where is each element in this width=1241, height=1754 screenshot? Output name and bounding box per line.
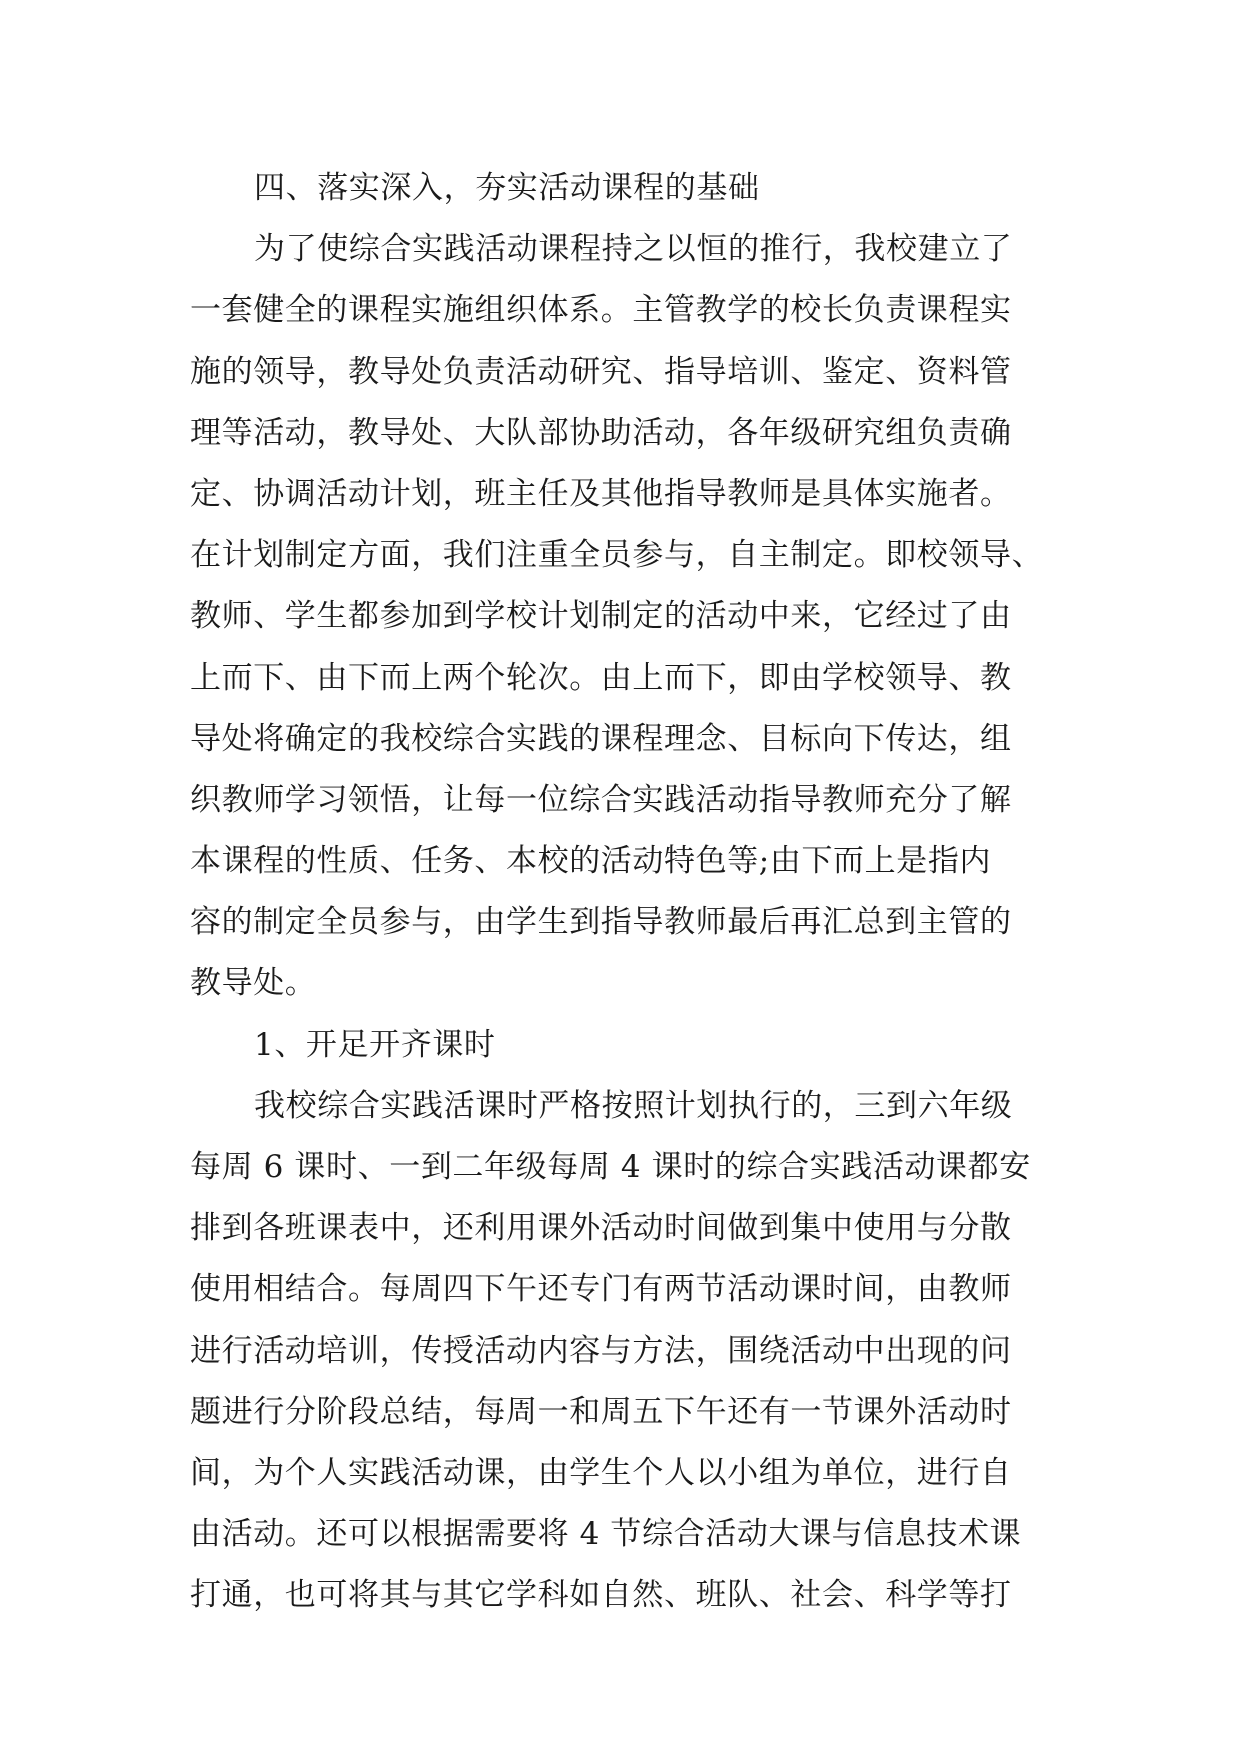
paragraph-line: 进行活动培训，传授活动内容与方法，围绕活动中出现的问 bbox=[190, 1332, 1012, 1369]
paragraph-line: 每周 6 课时、一到二年级每周 4 课时的综合实践活动课都安 bbox=[190, 1149, 1031, 1185]
paragraph-line: 排到各班课表中，还利用课外活动时间做到集中使用与分散 bbox=[190, 1210, 1012, 1247]
paragraph-line: 本课程的性质、任务、本校的活动特色等;由下而上是指内 bbox=[190, 843, 992, 880]
paragraph-line: 教师、学生都参加到学校计划制定的活动中来，它经过了由 bbox=[190, 598, 1012, 635]
paragraph-line: 题进行分阶段总结，每周一和周五下午还有一节课外活动时 bbox=[190, 1393, 1012, 1430]
paragraph-line: 由活动。还可以根据需要将 4 节综合活动大课与信息技术课 bbox=[190, 1516, 1022, 1553]
paragraph-line: 上而下、由下而上两个轮次。由上而下，即由学校领导、教 bbox=[190, 659, 1012, 696]
paragraph-line: 一套健全的课程实施组织体系。主管教学的校长负责课程实 bbox=[190, 292, 1012, 329]
paragraph-line: 教导处。 bbox=[190, 965, 317, 1002]
paragraph-line: 我校综合实践活课时严格按照计划执行的，三到六年级 bbox=[254, 1087, 1013, 1124]
paragraph-line: 间，为个人实践活动课，由学生个人以小组为单位，进行自 bbox=[190, 1454, 1012, 1491]
paragraph-line: 为了使综合实践活动课程持之以恒的推行，我校建立了 bbox=[254, 231, 1013, 268]
paragraph-line: 容的制定全员参与，由学生到指导教师最后再汇总到主管的 bbox=[190, 904, 1012, 941]
paragraph-line: 在计划制定方面，我们注重全员参与，自主制定。即校领导、 bbox=[190, 537, 1044, 574]
paragraph-line: 理等活动，教导处、大队部协助活动，各年级研究组负责确 bbox=[190, 414, 1012, 451]
paragraph-line: 使用相结合。每周四下午还专门有两节活动课时间，由教师 bbox=[190, 1271, 1012, 1308]
paragraph-line: 打通，也可将其与其它学科如自然、班队、社会、科学等打 bbox=[190, 1577, 1012, 1614]
paragraph-line: 施的领导，教导处负责活动研究、指导培训、鉴定、资料管 bbox=[190, 353, 1012, 390]
subsection-heading: 1、开足开齐课时 bbox=[254, 1026, 496, 1063]
section-heading: 四、落实深入，夯实活动课程的基础 bbox=[254, 170, 760, 206]
paragraph-line: 导处将确定的我校综合实践的课程理念、目标向下传达，组 bbox=[190, 720, 1012, 757]
paragraph-line: 织教师学习领悟，让每一位综合实践活动指导教师充分了解 bbox=[190, 781, 1012, 818]
paragraph-line: 定、协调活动计划，班主任及其他指导教师是具体实施者。 bbox=[190, 475, 1012, 512]
document-body bbox=[190, 158, 1070, 1627]
